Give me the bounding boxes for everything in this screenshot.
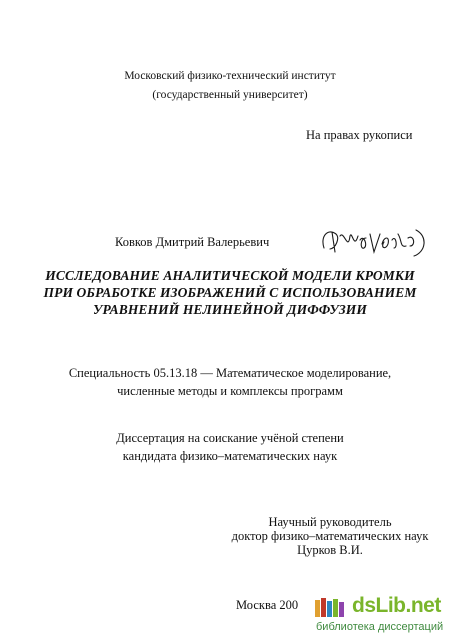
handwritten-signature [318,222,430,260]
degree-line-1: Диссертация на соискание учёной степени [116,431,344,445]
book-stack-icon [313,596,347,618]
degree-line-2: кандидата физико–математических наук [122,449,338,463]
watermark-subtitle: библиотека диссертаций [316,621,444,633]
manuscript-rights-note: На правах рукописи [306,128,413,142]
watermark-site-name[interactable]: dsLib.net [352,594,441,617]
dissertation-title-line-2: ПРИ ОБРАБОТКЕ ИЗОБРАЖЕНИЙ С ИСПОЛЬЗОВАНИЕМ [43,285,417,300]
supervisor-name: Цурков В.И. [297,543,363,557]
author-name: Ковков Дмитрий Валерьевич [115,235,270,249]
institute-status: (государственный университет) [152,89,308,101]
dissertation-title-line-3: УРАВНЕНИЙ НЕЛИНЕЙНОЙ ДИФФУЗИИ [92,302,368,317]
city-year: Москва 200 [236,598,299,612]
supervisor-degree: доктор физико–математических наук [231,529,429,543]
specialty-line-1: Специальность 05.13.18 — Математическое моделирование, [68,366,392,380]
supervisor-role: Научный руководитель [268,515,392,529]
dissertation-title-line-1: ИССЛЕДОВАНИЕ АНАЛИТИЧЕСКОЙ МОДЕЛИ КРОМКИ [45,268,415,283]
institute-name: Московский физико-технический институт [124,70,336,82]
specialty-line-2: численные методы и комплексы программ [117,384,343,398]
